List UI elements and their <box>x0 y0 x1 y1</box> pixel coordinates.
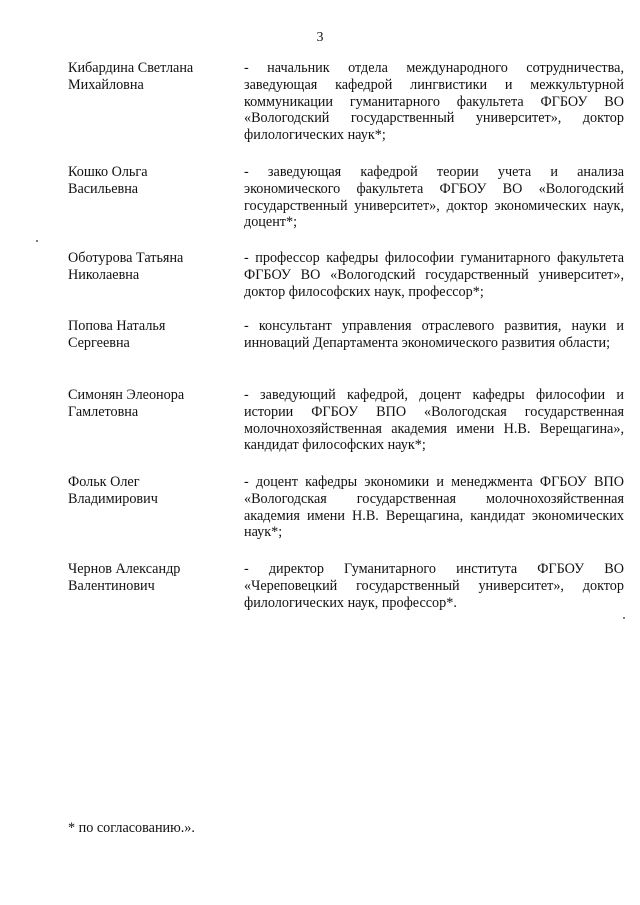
page-number: 3 <box>316 30 324 45</box>
member-patronymic: Сергеевна <box>68 334 130 351</box>
member-description: - консультант управления отраслевого развития, науки и инноваций Департамента экономического развития области; <box>244 318 624 351</box>
member-description: - директор Гуманитарного института ФГБОУ ВО «Череповецкий государственный университет», доктор филологических наук, профессор*. <box>244 561 624 611</box>
member-surname-first: Чернов Александр <box>68 561 181 577</box>
member-patronymic: Валентинович <box>68 577 155 594</box>
member-patronymic: Васильевна <box>68 180 139 197</box>
member-name <box>68 561 238 595</box>
member-patronymic: Михайловна <box>68 76 144 93</box>
member-description: - заведующий кафедрой, доцент кафедры философии и истории ФГБОУ ВПО «Вологодская государственная молочнохозяйственная академия имени Н.В. Верещагина», кандидат философских наук*; <box>244 387 624 454</box>
member-name <box>68 387 238 421</box>
member-description: - заведующая кафедрой теории учета и анализа экономического факультета ФГБОУ ВО «Вологодский государственный университет», доктор экономических наук, доцент*; <box>244 164 624 231</box>
member-patronymic: Владимирович <box>68 490 158 507</box>
member-surname-first: Фольк Олег <box>68 474 140 490</box>
member-patronymic: Николаевна <box>68 266 140 283</box>
member-surname-first: Попова Наталья <box>68 318 166 334</box>
member-name <box>68 164 238 198</box>
member-description: - доцент кафедры экономики и менеджмента ФГБОУ ВПО «Вологодская государственная молочнохозяйственная академия имени Н.В. Верещагина, кандидат экономических наук*; <box>244 474 624 541</box>
member-name <box>68 60 238 94</box>
scan-speck <box>36 240 38 242</box>
member-surname-first: Симонян Элеонора <box>68 387 185 403</box>
member-surname-first: Кошко Ольга <box>68 164 148 180</box>
member-name <box>68 318 238 352</box>
member-patronymic: Гамлетовна <box>68 403 139 420</box>
member-description: - начальник отдела международного сотрудничества, заведующая кафедрой лингвистики и межкультурной коммуникации гуманитарного факультета ФГБОУ ВО «Вологодский государственный университет», доктор филологических наук*; <box>244 60 624 144</box>
scan-speck <box>623 617 625 619</box>
member-surname-first: Оботурова Татьяна <box>68 250 184 266</box>
footnote: * по согласованию.». <box>68 820 195 836</box>
member-name <box>68 250 238 284</box>
member-name <box>68 474 238 508</box>
member-surname-first: Кибардина Светлана <box>68 60 194 76</box>
member-description: - профессор кафедры философии гуманитарного факультета ФГБОУ ВО «Вологодский государственный университет», доктор философских наук, профессор*; <box>244 250 624 300</box>
